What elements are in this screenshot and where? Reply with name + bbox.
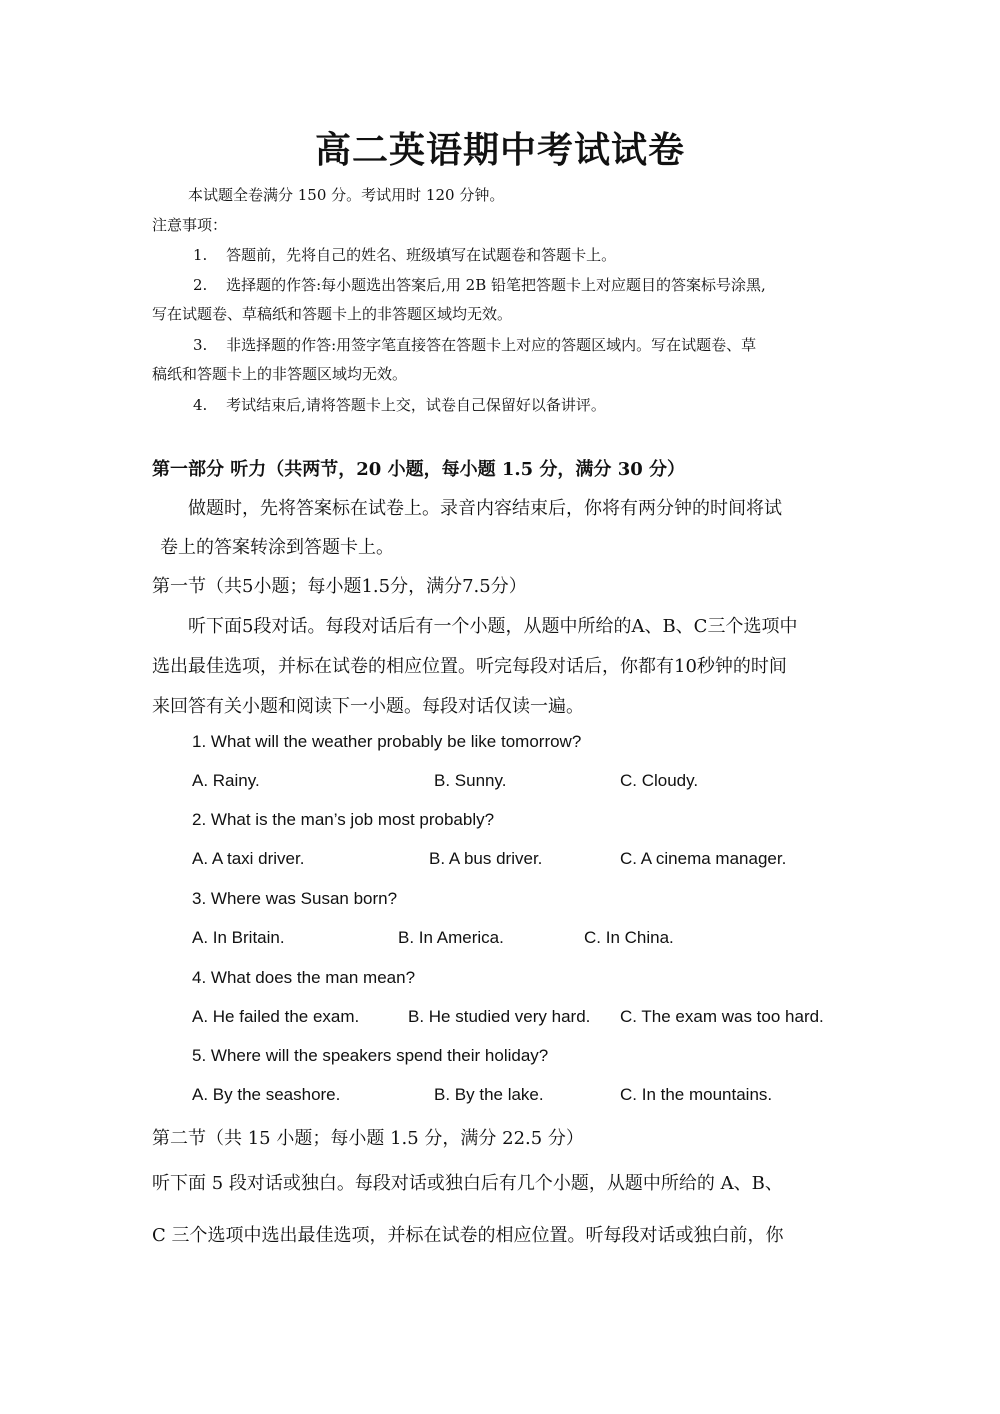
note-4: [193, 394, 606, 415]
q3-option-a: A. In Britain.: [192, 928, 285, 947]
part1-instructions-line2: 卷上的答案转涂到答题卡上。: [160, 537, 394, 558]
q3-option-b: B. In America.: [398, 928, 504, 947]
question-4: 4. What does the man mean?: [192, 968, 416, 987]
q5-option-b: B. By the lake.: [434, 1085, 544, 1104]
note-number: 3.: [193, 336, 208, 354]
note-number: 2.: [193, 276, 208, 294]
q5-option-a: A. By the seashore.: [192, 1085, 341, 1104]
note-number: 4.: [193, 396, 208, 414]
q4-option-a: A. He failed the exam.: [192, 1007, 360, 1026]
note-2: [193, 274, 766, 295]
section1-instructions-line2: 选出最佳选项，并标在试卷的相应位置。听完每段对话后，你都有10秒钟的时间: [152, 656, 787, 677]
exam-title: 高二英语期中考试试卷: [314, 129, 685, 171]
note-number: 1.: [193, 246, 208, 264]
q4-option-c: C. The exam was too hard.: [620, 1007, 824, 1026]
q2-option-b: B. A bus driver.: [429, 849, 543, 868]
note-text: 考试结束后,请将答题卡上交，试卷自己保留好以备讲评。: [226, 396, 606, 414]
question-3: 3. Where was Susan born?: [192, 889, 398, 908]
q2-option-a: A. A taxi driver.: [192, 849, 305, 868]
question-1: 1. What will the weather probably be like tomorrow?: [192, 732, 582, 751]
q3-option-c: C. In China.: [584, 928, 674, 947]
note-text: 非选择题的作答:用签字笔直接答在答题卡上对应的答题区域内。写在试题卷、草: [226, 336, 757, 354]
q1-option-b: B. Sunny.: [434, 771, 507, 790]
q5-option-c: C. In the mountains.: [620, 1085, 773, 1104]
section1-heading: 第一节（共5小题；每小题1.5分，满分7.5分）: [152, 576, 527, 597]
note-text: 选择题的作答:每小题选出答案后,用 2B 铅笔把答题卡上对应题目的答案标号涂黑,: [226, 276, 766, 294]
part1-heading: 第一部分 听力（共两节，20 小题，每小题 1.5 分，满分 30 分）: [152, 459, 686, 480]
note-3-cont: 稿纸和答题卡上的非答题区域均无效。: [152, 365, 408, 383]
question-2: 2. What is the man’s job most probably?: [192, 810, 495, 829]
section1-instructions-line1: 听下面5段对话。每段对话后有一个小题，从题中所给的A、B、C三个选项中: [188, 616, 798, 637]
section2-heading: 第二节（共 15 小题；每小题 1.5 分，满分 22.5 分）: [152, 1128, 584, 1149]
note-1: [193, 244, 616, 265]
section2-instructions-line1: 听下面 5 段对话或独白。每段对话或独白后有几个小题，从题中所给的 A、B、: [152, 1173, 783, 1194]
q4-option-b: B. He studied very hard.: [408, 1007, 591, 1026]
q2-option-c: C. A cinema manager.: [620, 849, 787, 868]
question-5: 5. Where will the speakers spend their holiday?: [192, 1046, 549, 1065]
notes-heading: 注意事项：: [152, 216, 228, 234]
q1-option-a: A. Rainy.: [192, 771, 260, 790]
q1-option-c: C. Cloudy.: [620, 771, 699, 790]
note-3: [193, 334, 756, 355]
section1-instructions-line3: 来回答有关小题和阅读下一小题。每段对话仅读一遍。: [152, 696, 584, 717]
note-text: 答题前，先将自己的姓名、班级填写在试题卷和答题卡上。: [226, 246, 617, 264]
note-2-cont: 写在试题卷、草稿纸和答题卡上的非答题区域均无效。: [152, 305, 513, 323]
section2-instructions-line2: C 三个选项中选出最佳选项，并标在试卷的相应位置。听每段对话或独白前，你: [152, 1225, 784, 1246]
exam-intro: 本试题全卷满分 150 分。考试用时 120 分钟。: [188, 186, 505, 204]
part1-instructions-line1: 做题时，先将答案标在试卷上。录音内容结束后，你将有两分钟的时间将试: [188, 498, 782, 519]
